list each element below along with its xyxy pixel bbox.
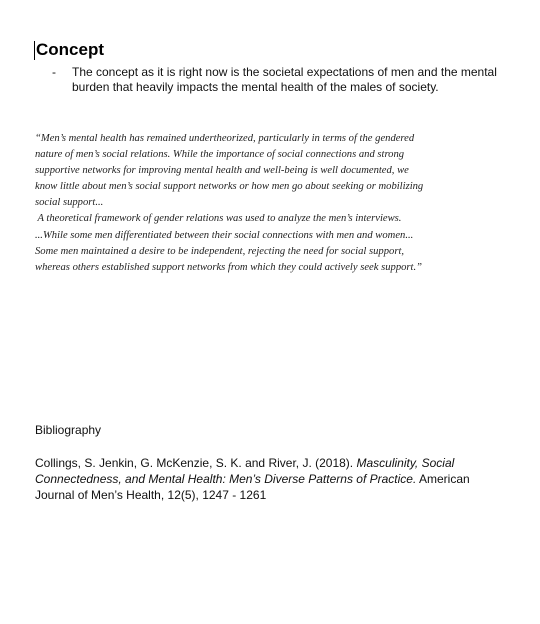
citation-authors: Collings, S. Jenkin, G. McKenzie, S. K. and River, J. (2018). — [35, 456, 357, 470]
citation-title-part1: Masculinity, Social — [356, 456, 455, 470]
quote-line: know little about men’s social support networks or how men go about seeking or mobilizing — [35, 181, 424, 193]
bullet-dash: - — [52, 65, 56, 79]
quote-block — [35, 131, 505, 276]
bibliography-entry — [35, 455, 495, 503]
quote-line: “Men’s mental health has remained undertheorized, particularly in terms of the gendered — [35, 133, 415, 144]
quote-line: nature of men’s social relations. While the importance of social connections and strong — [35, 149, 405, 161]
quote-line: whereas others established support networks from which they could actively seek support.” — [35, 261, 423, 273]
citation-title-part2: Connectedness, and Mental Health: Men’s Diverse Patterns of Practice. — [35, 472, 417, 486]
concept-heading-text: Concept — [36, 40, 104, 59]
quote-line: social support... — [35, 197, 104, 209]
concept-bullet — [52, 65, 502, 95]
quote-line: Some men maintained a desire to be independent, rejecting the need for social support, — [35, 245, 405, 257]
citation-line-2 — [35, 471, 495, 487]
citation-line-1 — [35, 455, 495, 471]
concept-heading[interactable] — [34, 40, 104, 60]
quote-line: supportive networks for improving mental health and well-being is well documented, we — [35, 165, 409, 177]
citation-line-3: Journal of Men’s Health, 12(5), 1247 - 1261 — [35, 488, 267, 502]
quote-line: A theoretical framework of gender relations was used to analyze the men’s interviews. — [35, 213, 402, 225]
citation-journal-part1: American — [416, 472, 470, 486]
text-cursor — [34, 41, 35, 60]
bullet-text: The concept as it is right now is the societal expectations of men and the mental burden that heavily impacts the mental health of the males of society. — [72, 65, 497, 94]
quote-line: ...While some men differentiated between their social connections with men and women... — [35, 229, 414, 241]
bibliography-heading: Bibliography — [35, 423, 102, 437]
